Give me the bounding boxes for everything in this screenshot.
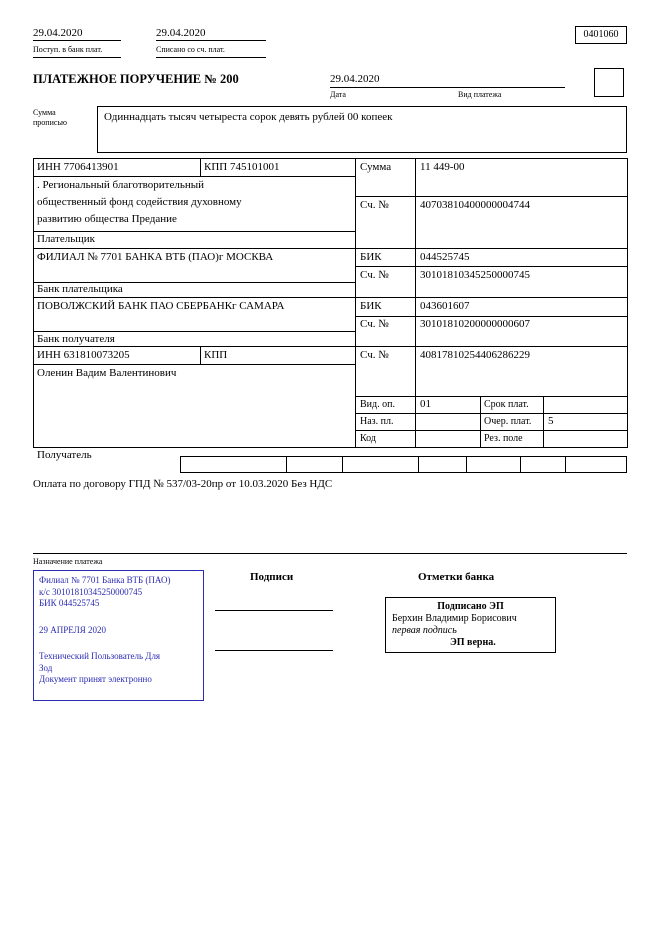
ep-valid: ЭП верна.: [450, 637, 496, 648]
bank-marks-header: Отметки банка: [418, 571, 495, 583]
payee-inn: ИНН 631810073205: [37, 349, 130, 361]
sum-label: Сумма: [360, 161, 392, 173]
line: [33, 40, 121, 41]
stamp-line: Зод: [39, 662, 53, 673]
line: [355, 158, 356, 447]
document-date: 29.04.2020: [330, 73, 380, 85]
received-date-label: Поступ. в банк плат.: [33, 45, 103, 54]
payer-bank-account: 30101810345250000745: [420, 269, 530, 281]
purpose-label: Назначение платежа: [33, 557, 103, 566]
line: [156, 40, 266, 41]
line: [330, 87, 565, 88]
line: [33, 231, 355, 232]
payment-kind-box: [594, 68, 624, 97]
sum-value: 11 449-00: [420, 161, 465, 173]
line: [33, 297, 627, 298]
line: [480, 396, 481, 447]
queue-value: 5: [548, 415, 554, 427]
line: [200, 346, 201, 364]
line: [627, 158, 628, 447]
payer-bank-section-label: Банк плательщика: [37, 283, 123, 295]
marks-cell: [181, 457, 287, 472]
marks-cell: [343, 457, 419, 472]
marks-cell: [287, 457, 343, 472]
payer-kpp: КПП 745101001: [204, 161, 280, 173]
marks-cell: [566, 457, 626, 472]
payer-name-line: общественный фонд содействия духовному: [37, 196, 242, 208]
line: [355, 266, 627, 267]
stamp-line: Технический Пользователь Для: [39, 651, 161, 661]
amount-in-words: Одиннадцать тысяч четыреста сорок девять рублей 00 копеек: [104, 111, 393, 123]
payee-bank-account: 30101810200000000607: [420, 318, 530, 330]
line: [355, 430, 627, 431]
line: [156, 57, 266, 58]
reserve-label: Рез. поле: [484, 433, 523, 444]
amount-in-words-label: Сумма прописью: [33, 108, 68, 127]
line: [355, 196, 627, 197]
payment-kind-label: Вид платежа: [458, 90, 502, 99]
line: [33, 553, 627, 554]
stamp-line: Филиал № 7701 Банка ВТБ (ПАО): [39, 575, 171, 585]
payer-inn: ИНН 7706413901: [37, 161, 119, 173]
code-label: Код: [360, 433, 376, 444]
stamp-line: Документ принят электронно: [39, 674, 152, 684]
marks-cell: [521, 457, 566, 472]
signature-line: [215, 610, 333, 611]
signature-line: [215, 650, 333, 651]
debited-date-label: Списано со сч. плат.: [156, 45, 225, 54]
line: [33, 158, 627, 159]
nazn-label: Наз. пл.: [360, 416, 394, 427]
payer-name-line: . Региональный благотворительный: [37, 179, 204, 191]
payer-section-label: Плательщик: [37, 233, 95, 245]
line: [33, 248, 627, 249]
document-title: ПЛАТЕЖНОЕ ПОРУЧЕНИЕ № 200: [33, 72, 239, 86]
amount-in-words-box: [97, 106, 627, 153]
ep-kind: первая подпись: [392, 625, 457, 636]
payer-account-label: Сч. №: [360, 199, 389, 211]
payer-bank-bik-label: БИК: [360, 251, 382, 263]
form-code-box: [575, 26, 627, 44]
line: [33, 447, 628, 448]
marks-cell: [467, 457, 521, 472]
term-label: Срок плат.: [484, 399, 529, 410]
stamp-line: к/с 30101810345250000745: [39, 586, 143, 597]
line: [33, 57, 121, 58]
line: [355, 413, 627, 414]
payee-section-label: Получатель: [37, 449, 92, 461]
payee-account-label: Сч. №: [360, 349, 389, 361]
line: [355, 316, 627, 317]
line: [33, 346, 627, 347]
stamp-line: 29 АПРЕЛЯ 2020: [39, 624, 106, 635]
payer-bank-account-label: Сч. №: [360, 269, 389, 281]
op-type-value: 01: [420, 398, 431, 410]
line: [33, 176, 355, 177]
electronic-signature-box: [385, 597, 556, 653]
payee-account: 40817810254406286229: [420, 349, 530, 361]
line: [33, 331, 355, 332]
signatures-header: Подписи: [250, 571, 294, 583]
line: [415, 158, 416, 447]
line: [355, 396, 627, 397]
date-label: Дата: [330, 90, 346, 99]
purpose-text: Оплата по договору ГПД № 537/03-20пр от 10.03.2020 Без НДС: [33, 478, 333, 490]
received-date: 29.04.2020: [33, 27, 83, 39]
marks-row: [180, 456, 627, 473]
line: [543, 396, 544, 447]
payee-bank-name: ПОВОЛЖСКИЙ БАНК ПАО СБЕРБАНКг САМАРА: [37, 300, 285, 312]
queue-label: Очер. плат.: [484, 416, 532, 427]
payer-account: 40703810400000004744: [420, 199, 530, 211]
op-type-label: Вид. оп.: [360, 399, 395, 410]
bank-stamp: [33, 570, 204, 701]
payer-bank-bik: 044525745: [420, 251, 470, 263]
debited-date: 29.04.2020: [156, 27, 206, 39]
payee-bank-bik: 043601607: [420, 300, 470, 312]
payer-bank-name: ФИЛИАЛ № 7701 БАНКА ВТБ (ПАО)г МОСКВА: [37, 251, 274, 263]
payee-bank-section-label: Банк получателя: [37, 333, 115, 345]
stamp-line: БИК 044525745: [39, 598, 100, 608]
ep-signer: Берхин Владимир Борисович: [392, 613, 517, 624]
payee-bank-account-label: Сч. №: [360, 318, 389, 330]
ep-title: Подписано ЭП: [437, 601, 504, 612]
form-code: 0401060: [583, 29, 619, 40]
payee-kpp-label: КПП: [204, 349, 228, 361]
line: [200, 158, 201, 176]
payee-name: Оленин Вадим Валентинович: [37, 367, 177, 379]
payer-name-line: развитию общества Предание: [37, 213, 177, 225]
marks-cell: [419, 457, 467, 472]
line: [33, 158, 34, 447]
line: [33, 364, 355, 365]
payee-bank-bik-label: БИК: [360, 300, 382, 312]
